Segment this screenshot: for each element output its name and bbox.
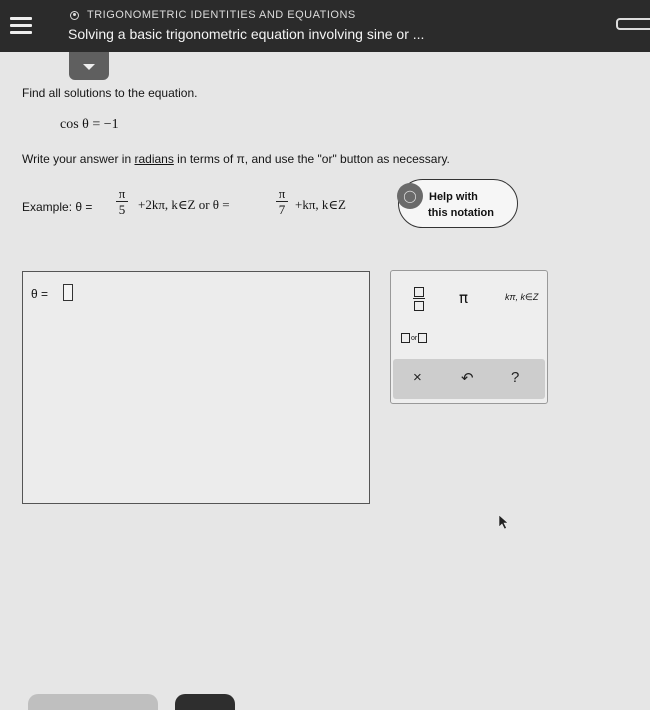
help-line-1: Help with: [429, 191, 478, 203]
example-fraction-1: [115, 187, 129, 216]
problem-prompt: Find all solutions to the equation.: [22, 86, 198, 100]
example-label: Example: θ =: [22, 200, 93, 214]
top-bar: [0, 0, 650, 52]
undo-button[interactable]: ↶: [461, 370, 474, 387]
answer-input[interactable]: [63, 284, 73, 301]
answer-label: θ =: [31, 287, 49, 301]
or-right-box: [418, 333, 427, 343]
pi-key[interactable]: π: [459, 289, 469, 307]
topic-text: TRIGONOMETRIC IDENTITIES AND EQUATIONS: [87, 9, 356, 21]
math-keypad: [390, 270, 548, 404]
problem-equation: cos θ = −1: [60, 117, 119, 132]
radians-link[interactable]: radians: [134, 152, 174, 166]
battery-icon: [616, 18, 650, 30]
hamburger-icon[interactable]: [10, 17, 32, 35]
instructions-before: Write your answer in: [22, 152, 135, 166]
kpi-key[interactable]: kπ, k∈Z: [505, 292, 539, 302]
or-text: or: [411, 334, 418, 342]
bottom-button-left[interactable]: [28, 694, 158, 710]
help-line-2: this notation: [428, 207, 494, 219]
fraction-1-denominator: 5: [118, 202, 126, 217]
instructions-after: in terms of π, and use the "or" button as necessary.: [173, 152, 450, 166]
fraction-2-numerator: π: [278, 186, 286, 201]
help-notation-button[interactable]: [398, 179, 518, 228]
fraction-2-denominator: 7: [278, 202, 286, 217]
clear-button[interactable]: ×: [413, 369, 422, 386]
mouse-cursor-icon: [498, 514, 510, 530]
example-fraction-2: [275, 187, 289, 216]
or-key[interactable]: [401, 333, 427, 343]
collapse-toggle[interactable]: [69, 52, 109, 80]
fraction-denominator-box: [414, 301, 424, 311]
instructions: [22, 152, 450, 166]
or-left-box: [401, 333, 410, 343]
chevron-down-icon: [83, 64, 95, 70]
page-title: Solving a basic trigonometric equation involving sine or ...: [68, 26, 425, 42]
topic-dot-icon: [70, 11, 79, 20]
fraction-line: [413, 298, 425, 299]
fraction-numerator-box: [414, 287, 424, 297]
example-end: +kπ, k∈Z: [295, 197, 346, 212]
keypad-action-row: [393, 359, 545, 399]
example-middle: +2kπ, k∈Z or θ =: [138, 197, 230, 212]
bottom-button-right[interactable]: [175, 694, 235, 710]
fraction-1-numerator: π: [118, 186, 126, 201]
topic-label: [70, 9, 356, 21]
answer-area[interactable]: [22, 271, 370, 504]
lightbulb-icon: ◯: [397, 183, 423, 209]
fraction-key[interactable]: [413, 287, 425, 311]
keypad-help-button[interactable]: ?: [511, 369, 520, 386]
